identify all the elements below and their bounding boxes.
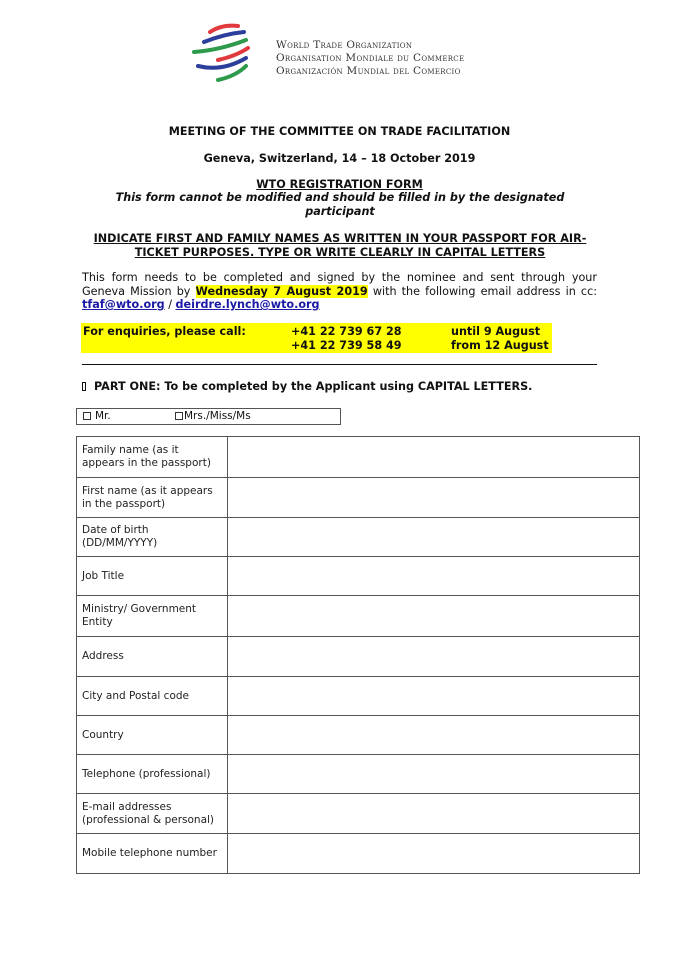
date-of-birth-field[interactable] (228, 518, 640, 557)
email-separator: / (164, 298, 176, 311)
part-one-text: PART ONE: To be completed by the Applicant using CAPITAL LETTERS. (94, 380, 533, 393)
field-label: Mobile telephone number (77, 834, 228, 874)
field-label: Address (77, 637, 228, 677)
title-selection-box (76, 408, 341, 425)
family-name-field[interactable] (228, 437, 640, 478)
intro-paragraph (82, 271, 597, 312)
field-label: Ministry/ Government Entity (77, 596, 228, 637)
section-divider (82, 364, 597, 365)
wto-logo-icon (188, 20, 252, 86)
title-label-mrs: Mrs./Miss/Ms (184, 410, 251, 422)
enquiries-label: For enquiries, please call: (83, 325, 246, 338)
table-row-first-name (77, 478, 640, 518)
org-name-en: World Trade Organization (276, 39, 413, 51)
org-name-fr: Organisation Mondiale du Commerce (276, 52, 465, 64)
field-label: Job Title (77, 557, 228, 596)
country-field[interactable] (228, 716, 640, 755)
title-label-mr: Mr. (95, 410, 111, 422)
table-row-mobile (77, 834, 640, 874)
phone-note-1: until 9 August (451, 325, 541, 338)
intro-text-before: This form needs to be completed and signed by the nominee and sent through your Geneva Mission by (82, 271, 597, 298)
field-label: City and Postal code (77, 677, 228, 716)
email-link-tfaf[interactable]: tfaf@wto.org (82, 298, 165, 311)
org-name-es: Organización Mundial del Comercio (276, 65, 461, 77)
field-label: E-mail addresses (professional & personal) (77, 794, 228, 834)
field-label: Date of birth (DD/MM/YYYY) (77, 518, 228, 557)
passport-instruction: INDICATE FIRST AND FAMILY NAMES AS WRITTEN IN YOUR PASSPORT FOR AIR-TICKET PURPOSES. TYPE OR WRITE CLEARLY IN CAPITAL LETTERS (93, 232, 587, 259)
table-row-ministry (77, 596, 640, 637)
email-link-deirdre[interactable]: deirdre.lynch@wto.org (175, 298, 320, 311)
telephone-field[interactable] (228, 755, 640, 794)
field-label: Country (77, 716, 228, 755)
form-subtitle: This form cannot be modified and should be filled in by the designated participant (115, 191, 565, 218)
meeting-title: MEETING OF THE COMMITTEE ON TRADE FACILITATION (168, 125, 511, 138)
field-label: Telephone (professional) (77, 755, 228, 794)
city-postal-field[interactable] (228, 677, 640, 716)
table-row-telephone (77, 755, 640, 794)
org-names (276, 39, 464, 78)
table-row-family-name (77, 437, 640, 478)
mobile-field[interactable] (228, 834, 640, 874)
table-row-email (77, 794, 640, 834)
phone-note-2: from 12 August (451, 339, 549, 352)
table-row-date-of-birth (77, 518, 640, 557)
first-name-field[interactable] (228, 478, 640, 518)
email-field[interactable] (228, 794, 640, 834)
address-field[interactable] (228, 637, 640, 677)
table-row-job-title (77, 557, 640, 596)
form-title: WTO REGISTRATION FORM (256, 178, 423, 191)
title-option-mrs[interactable] (175, 410, 251, 422)
table-row-address (77, 637, 640, 677)
meeting-location: Geneva, Switzerland, 14 – 18 October 2019 (203, 152, 476, 165)
title-option-mr[interactable] (83, 410, 111, 422)
bullet-icon (82, 382, 86, 391)
intro-text-after: with the following email address in cc: (367, 284, 597, 298)
enquiries-block (81, 323, 552, 353)
ministry-field[interactable] (228, 596, 640, 637)
table-row-city-postal (77, 677, 640, 716)
part-one-heading (82, 380, 532, 393)
job-title-field[interactable] (228, 557, 640, 596)
table-row-country (77, 716, 640, 755)
field-label: First name (as it appears in the passport) (77, 478, 228, 518)
phone-number-1: +41 22 739 67 28 (291, 325, 402, 338)
registration-table (76, 436, 640, 874)
checkbox-mr[interactable] (83, 412, 91, 420)
deadline-highlight: Wednesday 7 August 2019 (195, 284, 368, 298)
phone-number-2: +41 22 739 58 49 (291, 339, 402, 352)
field-label: Family name (as it appears in the passport) (77, 437, 228, 478)
checkbox-mrs[interactable] (175, 412, 183, 420)
